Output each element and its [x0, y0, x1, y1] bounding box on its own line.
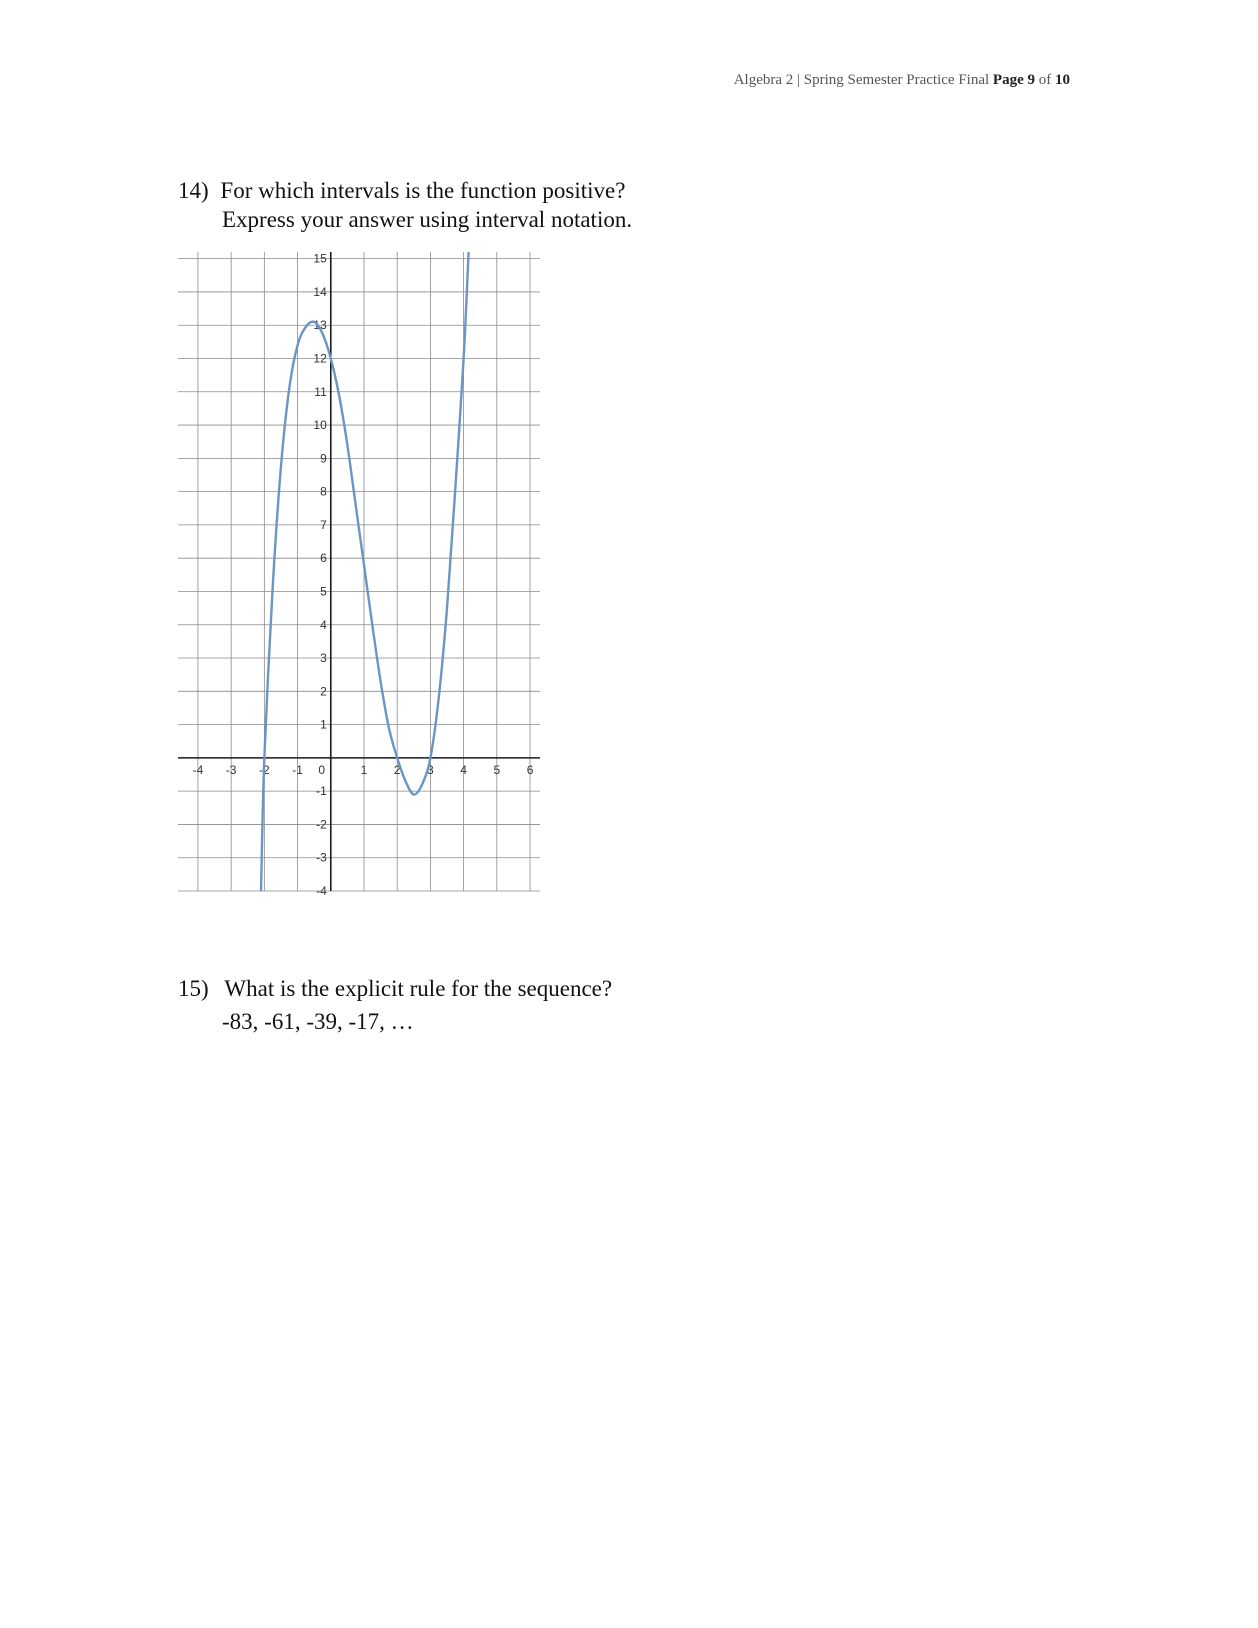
grid-lines: [178, 252, 540, 891]
y-tick-label: 5: [320, 584, 327, 599]
x-tick-label: -2: [259, 762, 270, 777]
y-tick-label: 2: [320, 684, 327, 699]
y-tick-label: -3: [316, 850, 327, 865]
x-tick-label: -3: [225, 762, 237, 777]
y-tick-label: 1: [320, 717, 327, 732]
function-curve: [261, 252, 469, 891]
x-tick-label: 1: [360, 762, 368, 777]
y-tick-label: 8: [320, 484, 327, 499]
x-tick-label: 0: [318, 762, 326, 777]
question-15-line-1: [178, 976, 612, 1002]
y-tick-label: 4: [320, 617, 327, 632]
function-graph: [170, 250, 570, 910]
page-total: 10: [1055, 72, 1070, 88]
y-tick-label: -1: [316, 784, 327, 799]
page-label: Page: [992, 72, 1024, 88]
y-tick-label: 14: [313, 284, 327, 299]
page-header: [734, 72, 1070, 89]
y-tick-label: 9: [320, 451, 327, 466]
x-tick-label: 2: [393, 762, 401, 777]
question-14-line-1: [178, 178, 625, 204]
x-tick-label: 4: [460, 762, 467, 777]
of-label: of: [1038, 72, 1052, 88]
y-tick-label: 13: [313, 318, 327, 333]
question-14-text-1: For which intervals is the function positive?: [220, 178, 626, 203]
y-tick-label: 10: [313, 418, 327, 433]
tick-labels: [193, 252, 534, 898]
axes: [178, 252, 540, 891]
x-tick-label: 6: [526, 762, 534, 777]
page-number: 9: [1027, 72, 1035, 88]
x-tick-label: 5: [493, 762, 501, 777]
question-15-sequence: -83, -61, -39, -17, …: [222, 1009, 414, 1034]
x-tick-label: -4: [192, 762, 204, 777]
y-tick-label: 12: [313, 351, 327, 366]
y-tick-label: 11: [314, 384, 327, 399]
question-15-text-1: What is the explicit rule for the sequence?: [224, 976, 613, 1001]
curve-layer: [261, 252, 469, 891]
y-tick-label: -2: [316, 817, 327, 832]
y-tick-label: 15: [313, 251, 327, 266]
x-tick-label: 3: [427, 762, 434, 777]
y-tick-label: 3: [320, 651, 327, 666]
question-15-number: 15): [178, 976, 209, 1001]
x-tick-label: -1: [292, 762, 303, 777]
y-tick-label: 7: [320, 517, 327, 532]
y-tick-label: -4: [316, 884, 327, 898]
question-14-number: 14): [178, 178, 209, 203]
course-title: Algebra 2 | Spring Semester Practice Final: [733, 72, 990, 88]
question-14-text-2: Express your answer using interval notation.: [222, 207, 633, 232]
y-tick-label: 6: [320, 551, 327, 566]
